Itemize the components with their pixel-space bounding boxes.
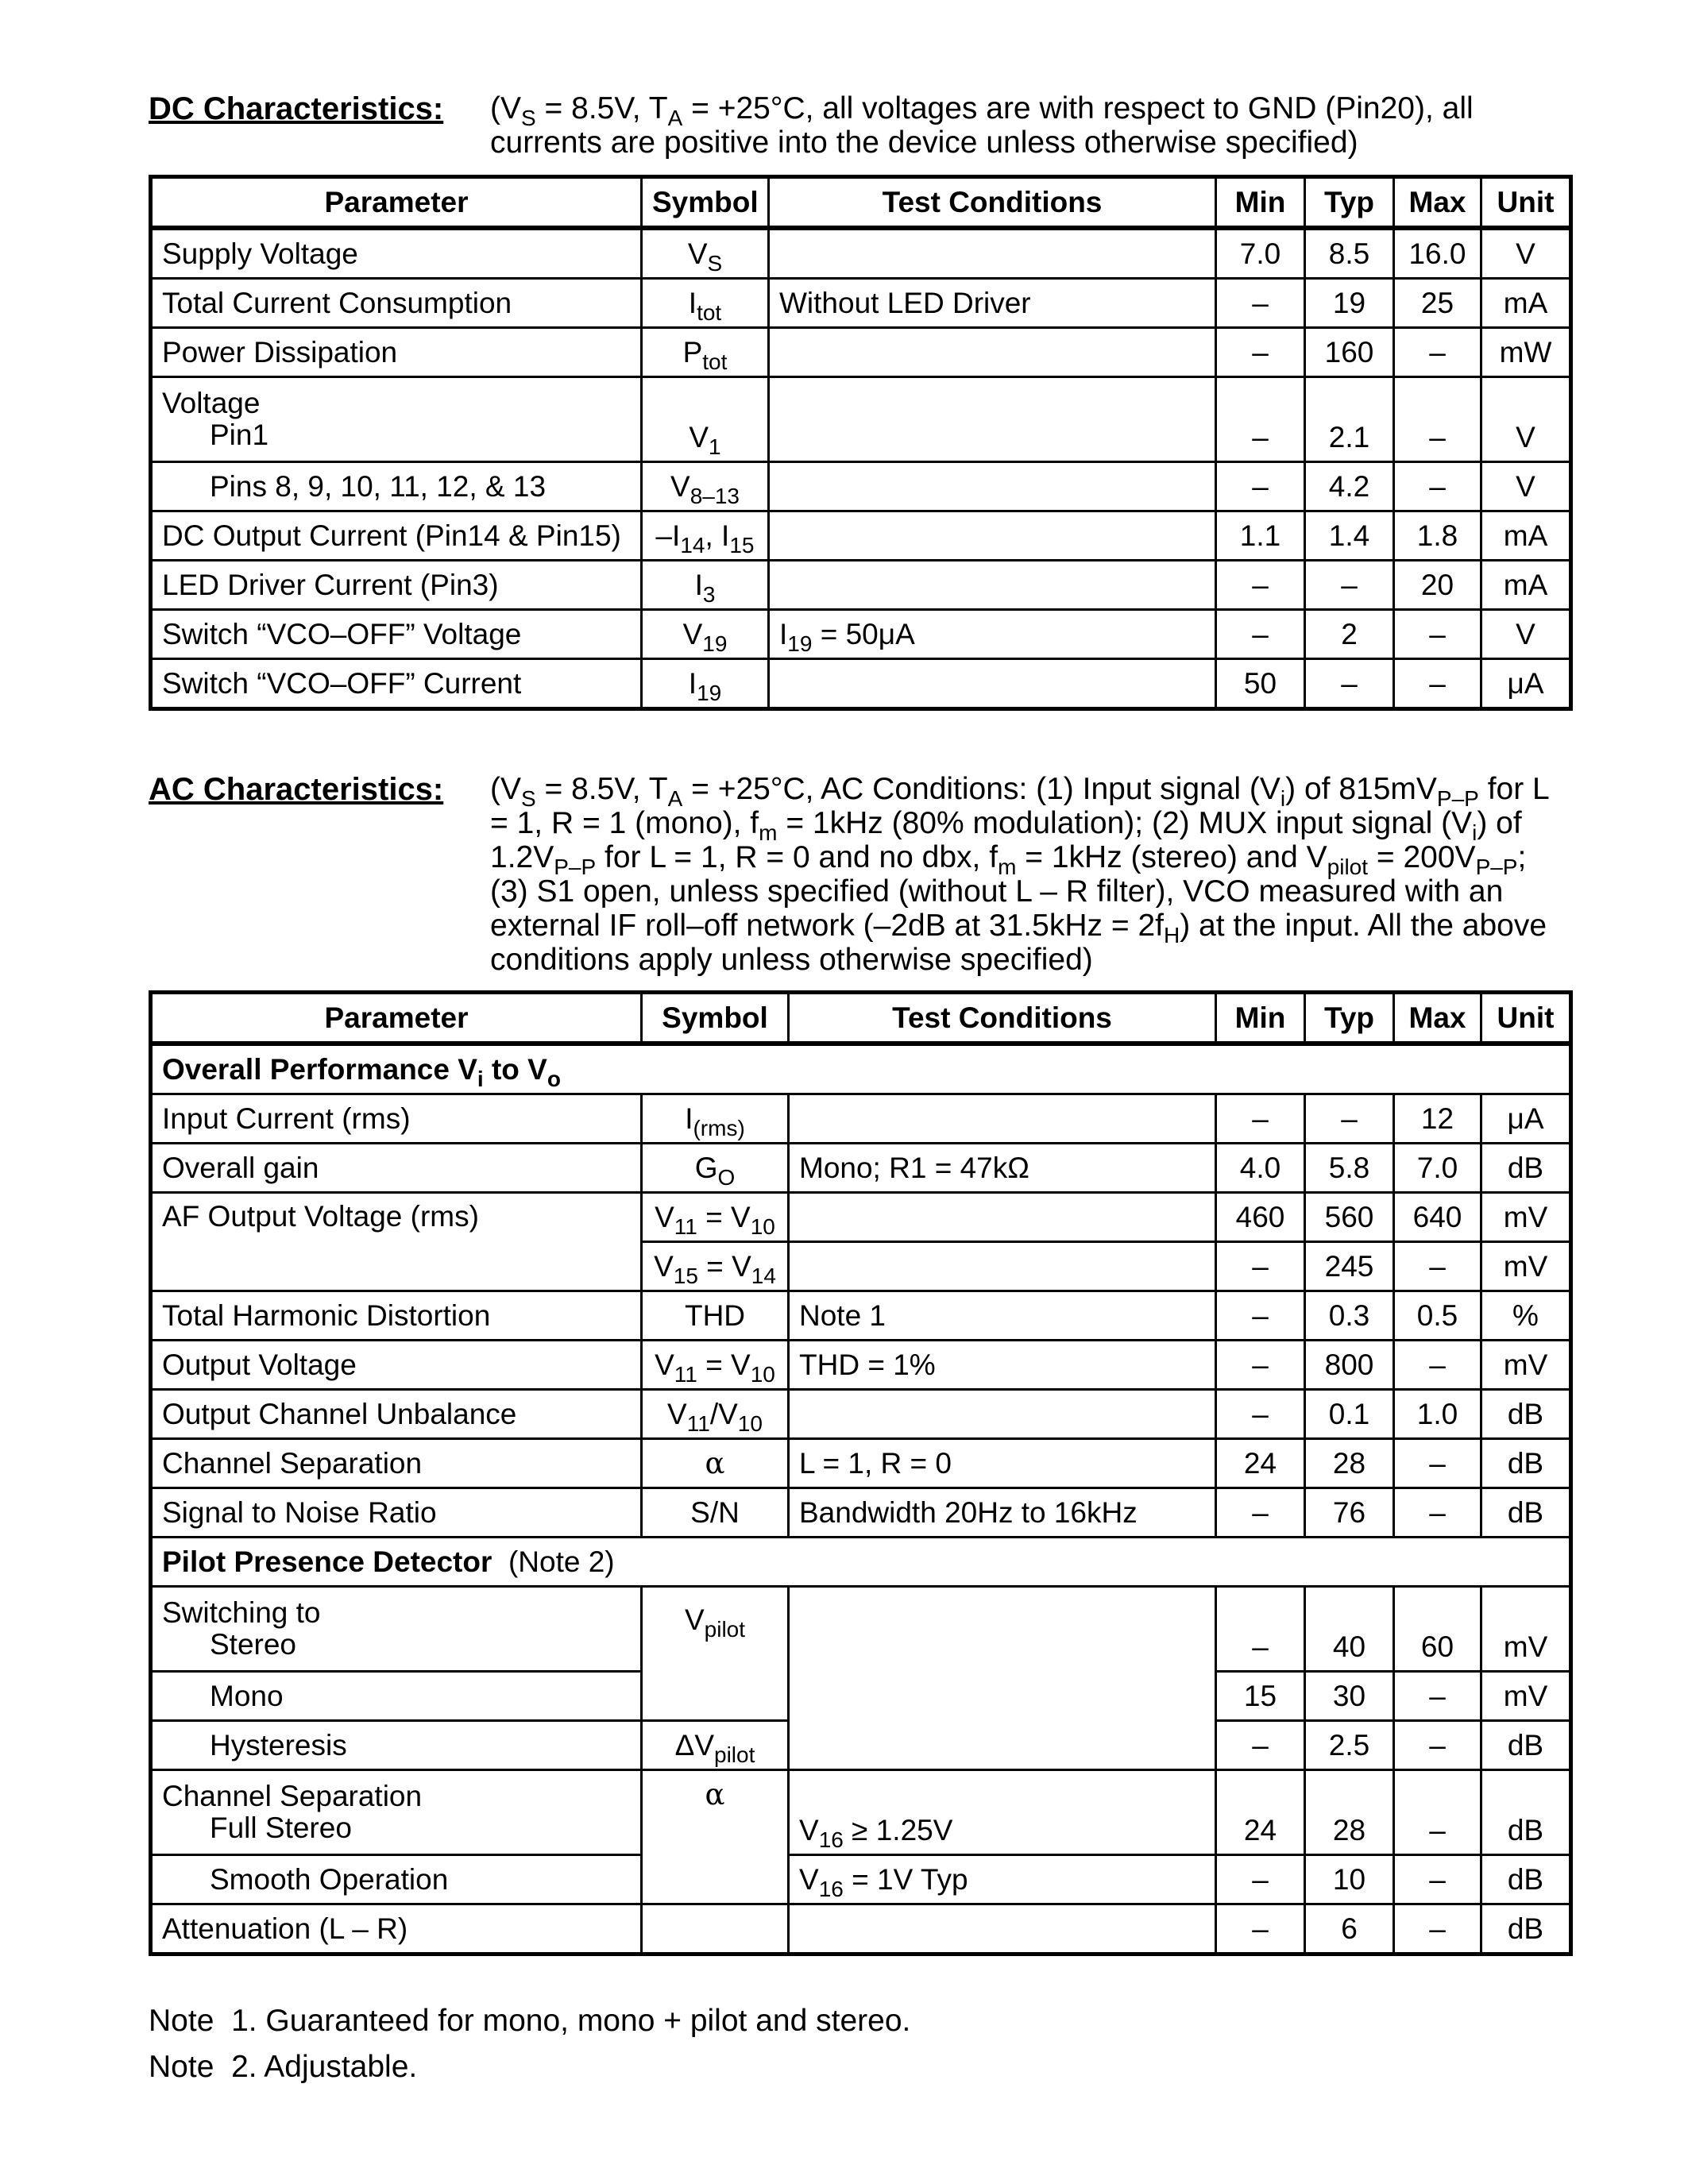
min-cell: 15 (1216, 1672, 1305, 1721)
typ-cell: 6 (1305, 1904, 1394, 1954)
col-header: Max (1394, 177, 1481, 229)
condition-cell (789, 1390, 1216, 1439)
col-header: Symbol (642, 993, 789, 1044)
symbol-cell: $P_{tot}$ (642, 328, 769, 377)
condition-cell (769, 561, 1216, 610)
symbol-cell: $V_1$ (642, 377, 769, 462)
symbol-cell: $I_{(rms)}$ (642, 1094, 789, 1144)
table-row (151, 462, 1571, 511)
typ-cell: 800 (1305, 1341, 1394, 1390)
condition-cell: Without LED Driver (769, 279, 1216, 328)
min-cell: – (1216, 1341, 1305, 1390)
condition-cell (769, 228, 1216, 279)
typ-cell: 30 (1305, 1672, 1394, 1721)
param-cell: Pins 8, 9, 10, 11, 12, & 13 (151, 462, 642, 511)
typ-cell: 8.5 (1305, 228, 1394, 279)
col-header: Parameter (151, 993, 642, 1044)
min-cell: 50 (1216, 659, 1305, 709)
col-header: Test Conditions (769, 177, 1216, 229)
min-cell: – (1216, 1291, 1305, 1341)
table-row (151, 1094, 1571, 1144)
max-cell: 7.0 (1394, 1144, 1481, 1193)
col-header: Typ (1305, 177, 1394, 229)
min-cell: – (1216, 279, 1305, 328)
param-cell: Hysteresis (151, 1721, 642, 1770)
table-row (151, 610, 1571, 659)
param-cell: LED Driver Current (Pin3) (151, 561, 642, 610)
condition-cell (769, 659, 1216, 709)
param-cell: Channel Separation (151, 1439, 642, 1488)
symbol-cell: S/N (642, 1488, 789, 1538)
unit-cell: mA (1481, 279, 1571, 328)
max-cell: – (1394, 1855, 1481, 1904)
condition-cell: L = 1, R = 0 (789, 1439, 1216, 1488)
typ-cell: 2.5 (1305, 1721, 1394, 1770)
table-row (151, 1291, 1571, 1341)
unit-cell: V (1481, 228, 1571, 279)
param-cell: Attenuation (L – R) (151, 1904, 642, 1954)
unit-cell: mA (1481, 561, 1571, 610)
param-cell: Switch “VCO–OFF” Current (151, 659, 642, 709)
min-cell: – (1216, 1242, 1305, 1291)
condition-cell (789, 1094, 1216, 1144)
max-cell: 60 (1394, 1587, 1481, 1672)
param-cell: Total Harmonic Distortion (151, 1291, 642, 1341)
table-row (151, 1144, 1571, 1193)
table-row (151, 1439, 1571, 1488)
dc-header-row (151, 177, 1571, 229)
table-row (151, 1855, 1571, 1904)
min-cell: – (1216, 1094, 1305, 1144)
typ-cell: 160 (1305, 328, 1394, 377)
group-row (151, 1044, 1571, 1094)
param-cell: Channel Separation Full Stereo (151, 1770, 642, 1855)
max-cell: – (1394, 1672, 1481, 1721)
unit-cell: mV (1481, 1193, 1571, 1242)
symbol-cell: $G_O$ (642, 1144, 789, 1193)
condition-cell: $V_{16} = 1V$ Typ (789, 1855, 1216, 1904)
table-row (151, 1390, 1571, 1439)
unit-cell: V (1481, 462, 1571, 511)
symbol-cell: $V_{11}/V_{10}$ (642, 1390, 789, 1439)
table-row (151, 1193, 1571, 1242)
typ-cell: 19 (1305, 279, 1394, 328)
typ-cell: – (1305, 659, 1394, 709)
min-cell: – (1216, 377, 1305, 462)
symbol-cell: $\Delta V_{pilot}$ (642, 1721, 789, 1770)
min-cell: 460 (1216, 1193, 1305, 1242)
col-header: Test Conditions (789, 993, 1216, 1044)
table-row (151, 511, 1571, 561)
condition-cell (789, 1242, 1216, 1291)
ac-heading: AC Characteristics: (149, 772, 444, 807)
condition-cell (789, 1587, 1216, 1770)
unit-cell: % (1481, 1291, 1571, 1341)
param-cell: Smooth Operation (151, 1855, 642, 1904)
unit-cell: dB (1481, 1770, 1571, 1855)
condition-cell (769, 511, 1216, 561)
typ-cell: 560 (1305, 1193, 1394, 1242)
typ-cell: 0.3 (1305, 1291, 1394, 1341)
min-cell: – (1216, 561, 1305, 610)
max-cell: – (1394, 659, 1481, 709)
min-cell: – (1216, 328, 1305, 377)
typ-cell: 5.8 (1305, 1144, 1394, 1193)
note-1 (149, 2004, 910, 2039)
unit-cell: mW (1481, 328, 1571, 377)
symbol-cell: $V_{15} = V_{14}$ (642, 1242, 789, 1291)
typ-cell: 245 (1305, 1242, 1394, 1291)
table-row (151, 377, 1571, 462)
max-cell: – (1394, 1488, 1481, 1538)
typ-cell: – (1305, 561, 1394, 610)
unit-cell: μA (1481, 1094, 1571, 1144)
typ-cell: 2.1 (1305, 377, 1394, 462)
note-2 (149, 2050, 417, 2085)
symbol-cell: $V_{11} = V_{10}$ (642, 1193, 789, 1242)
max-cell: 640 (1394, 1193, 1481, 1242)
max-cell: – (1394, 328, 1481, 377)
symbol-cell: $I_{19}$ (642, 659, 769, 709)
max-cell: – (1394, 377, 1481, 462)
unit-cell: mV (1481, 1341, 1571, 1390)
typ-cell: 28 (1305, 1770, 1394, 1855)
min-cell: – (1216, 1721, 1305, 1770)
typ-cell: – (1305, 1094, 1394, 1144)
symbol-cell (642, 1904, 789, 1954)
condition-cell: Bandwidth 20Hz to 16kHz (789, 1488, 1216, 1538)
min-cell: – (1216, 1855, 1305, 1904)
param-cell: Supply Voltage (151, 228, 642, 279)
table-row (151, 1770, 1571, 1855)
typ-cell: 0.1 (1305, 1390, 1394, 1439)
param-cell: Switching to Stereo (151, 1587, 642, 1672)
condition-cell (769, 377, 1216, 462)
symbol-cell: $V_{19}$ (642, 610, 769, 659)
typ-cell: 1.4 (1305, 511, 1394, 561)
dc-table (149, 175, 1573, 711)
symbol-cell: THD (642, 1291, 789, 1341)
table-row (151, 1488, 1571, 1538)
min-cell: – (1216, 1587, 1305, 1672)
note-label: Note (149, 2050, 214, 2084)
col-header: Parameter (151, 177, 642, 229)
table-row (151, 1587, 1571, 1672)
min-cell: – (1216, 1904, 1305, 1954)
unit-cell: dB (1481, 1488, 1571, 1538)
unit-cell: dB (1481, 1721, 1571, 1770)
table-row (151, 228, 1571, 279)
param-cell: Output Voltage (151, 1341, 642, 1390)
table-row (151, 561, 1571, 610)
min-cell: 24 (1216, 1439, 1305, 1488)
condition-cell (789, 1193, 1216, 1242)
min-cell: 1.1 (1216, 511, 1305, 561)
symbol-cell: $V_{pilot}$ (642, 1587, 789, 1721)
max-cell: 25 (1394, 279, 1481, 328)
unit-cell: mA (1481, 511, 1571, 561)
group-row (151, 1538, 1571, 1587)
col-header: Symbol (642, 177, 769, 229)
min-cell: – (1216, 462, 1305, 511)
param-cell: Voltage Pin1 (151, 377, 642, 462)
param-cell: DC Output Current (Pin14 & Pin15) (151, 511, 642, 561)
ac-table (149, 990, 1573, 1956)
typ-cell: 2 (1305, 610, 1394, 659)
max-cell: – (1394, 1341, 1481, 1390)
unit-cell: dB (1481, 1904, 1571, 1954)
param-cell: Total Current Consumption (151, 279, 642, 328)
col-header: Unit (1481, 177, 1571, 229)
col-header: Unit (1481, 993, 1571, 1044)
col-header: Min (1216, 177, 1305, 229)
symbol-cell: $-I_{14}$, $I_{15}$ (642, 511, 769, 561)
table-row (151, 328, 1571, 377)
typ-cell: 10 (1305, 1855, 1394, 1904)
max-cell: – (1394, 462, 1481, 511)
condition-cell (789, 1904, 1216, 1954)
typ-cell: 28 (1305, 1439, 1394, 1488)
min-cell: 24 (1216, 1770, 1305, 1855)
condition-cell: $I_{19} = 50\mu A$ (769, 610, 1216, 659)
col-header: Typ (1305, 993, 1394, 1044)
table-row (151, 1341, 1571, 1390)
symbol-cell: $I_3$ (642, 561, 769, 610)
max-cell: – (1394, 610, 1481, 659)
unit-cell: V (1481, 610, 1571, 659)
col-header: Min (1216, 993, 1305, 1044)
note-text: 1. Guaranteed for mono, mono + pilot and stereo. (231, 2004, 911, 2038)
max-cell: – (1394, 1904, 1481, 1954)
typ-cell: 4.2 (1305, 462, 1394, 511)
min-cell: 7.0 (1216, 228, 1305, 279)
param-cell: Signal to Noise Ratio (151, 1488, 642, 1538)
max-cell: 1.8 (1394, 511, 1481, 561)
param-cell: Overall gain (151, 1144, 642, 1193)
group-heading-overall: Overall Performance $V_i$ to $V_o$ (151, 1044, 1571, 1094)
param-cell: AF Output Voltage (rms) (151, 1193, 642, 1291)
min-cell: 4.0 (1216, 1144, 1305, 1193)
table-row (151, 659, 1571, 709)
min-cell: – (1216, 1488, 1305, 1538)
symbol-cell: $V_{11} = V_{10}$ (642, 1341, 789, 1390)
typ-cell: 76 (1305, 1488, 1394, 1538)
param-cell: Input Current (rms) (151, 1094, 642, 1144)
condition-cell: Mono; R1 = 47kΩ (789, 1144, 1216, 1193)
unit-cell: mV (1481, 1672, 1571, 1721)
dc-heading: DC Characteristics: (149, 91, 444, 126)
group-heading-pilot: Pilot Presence Detector (Note 2) (151, 1538, 1571, 1587)
min-cell: – (1216, 1390, 1305, 1439)
unit-cell: dB (1481, 1144, 1571, 1193)
table-row (151, 1904, 1571, 1954)
condition-cell (769, 462, 1216, 511)
symbol-cell: $V_{8-13}$ (642, 462, 769, 511)
min-cell: – (1216, 610, 1305, 659)
col-header: Max (1394, 993, 1481, 1044)
ac-header-row (151, 993, 1571, 1044)
max-cell: – (1394, 1439, 1481, 1488)
unit-cell: μA (1481, 659, 1571, 709)
ac-conditions: ($V_S = 8.5V$, $T_A = +25^\circ C$, AC Conditions: (1) Input signal $(V_i)$ of $815mV_{P-P}$ for L = 1, R = 1 (mono), $f_m = 1kHz$ (80% modulation); (2) MUX input signal $(V_i)$ of $1.2V_{P-P}$ for L = 1, R = 0 and no dbx, $f_m = 1kHz$ (stereo) and $V_{pilot} = 200V_{P-P}$; (3) S1 open, unless specified (without L – R filter), VCO measured with an external IF roll–off network (–2dB at $31.5kHz = 2f_H$) at the input. All the above conditions apply unless otherwise specified) (490, 772, 1549, 977)
symbol-cell: α (642, 1439, 789, 1488)
max-cell: – (1394, 1721, 1481, 1770)
unit-cell: dB (1481, 1855, 1571, 1904)
symbol-cell: $V_S$ (642, 228, 769, 279)
typ-cell: 40 (1305, 1587, 1394, 1672)
max-cell: 0.5 (1394, 1291, 1481, 1341)
unit-cell: mV (1481, 1242, 1571, 1291)
param-cell: Power Dissipation (151, 328, 642, 377)
param-cell: Switch “VCO–OFF” Voltage (151, 610, 642, 659)
table-row (151, 279, 1571, 328)
condition-cell (769, 328, 1216, 377)
unit-cell: dB (1481, 1390, 1571, 1439)
condition-cell: THD = 1% (789, 1341, 1216, 1390)
param-cell: Mono (151, 1672, 642, 1721)
unit-cell: mV (1481, 1587, 1571, 1672)
max-cell: – (1394, 1770, 1481, 1855)
unit-cell: V (1481, 377, 1571, 462)
note-text: 2. Adjustable. (231, 2050, 418, 2084)
max-cell: 12 (1394, 1094, 1481, 1144)
symbol-cell: $I_{tot}$ (642, 279, 769, 328)
max-cell: 20 (1394, 561, 1481, 610)
unit-cell: dB (1481, 1439, 1571, 1488)
condition-cell: $V_{16} \ge 1.25V$ (789, 1770, 1216, 1855)
max-cell: 16.0 (1394, 228, 1481, 279)
max-cell: 1.0 (1394, 1390, 1481, 1439)
param-cell: Output Channel Unbalance (151, 1390, 642, 1439)
condition-cell: Note 1 (789, 1291, 1216, 1341)
symbol-cell: α (642, 1770, 789, 1904)
max-cell: – (1394, 1242, 1481, 1291)
dc-conditions: ($V_S = 8.5V$, $T_A = +25^\circ C$, all voltages are with respect to GND (Pin20), all currents are positive into the device unless otherwise specified) (490, 91, 1474, 160)
note-label: Note (149, 2004, 214, 2038)
